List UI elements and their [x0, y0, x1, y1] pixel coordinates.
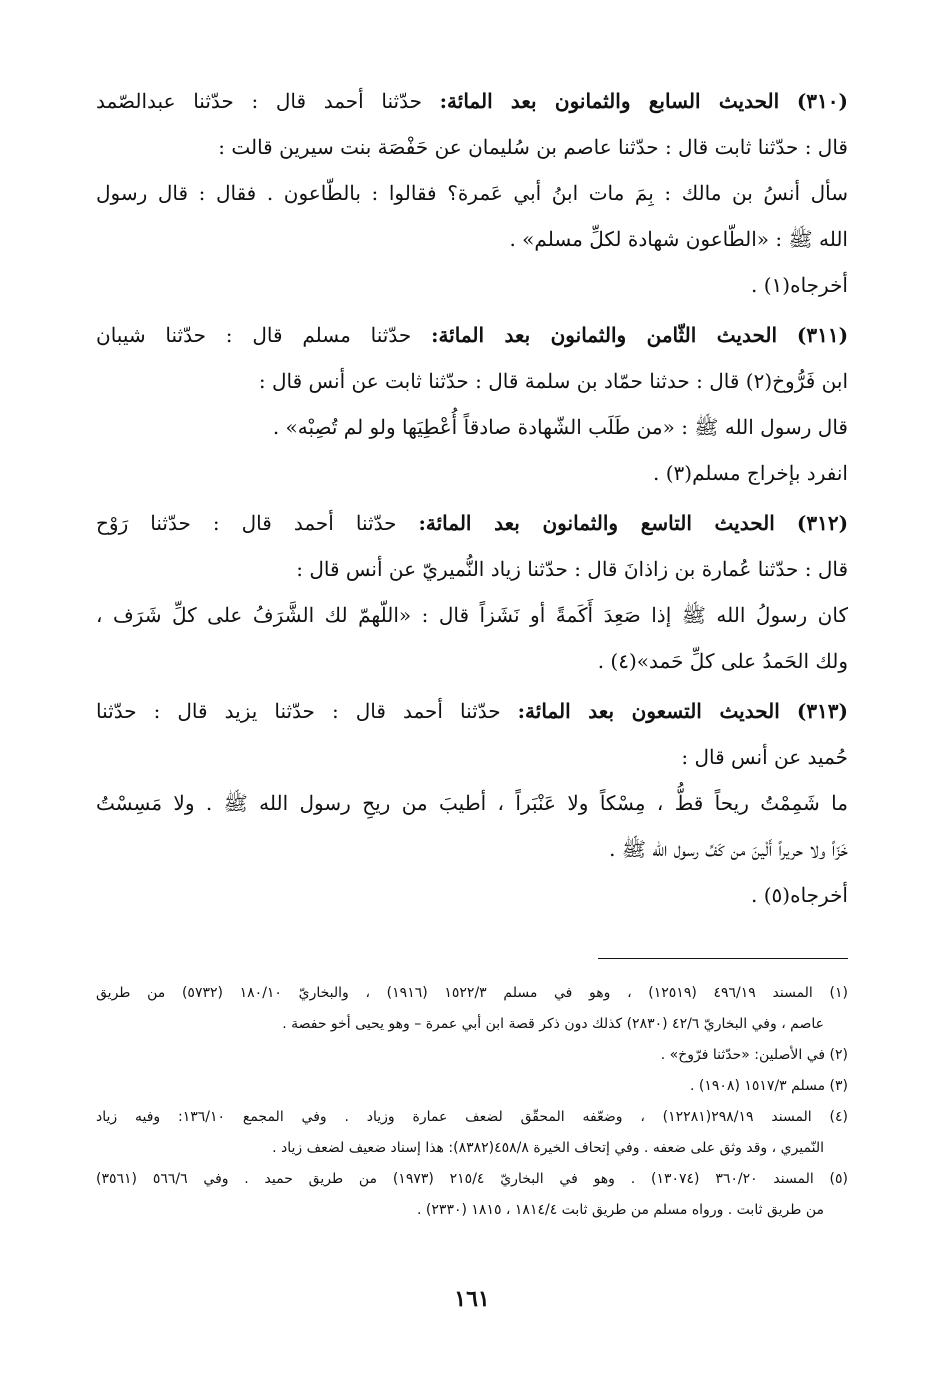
hadith-312-text-end: ولك الحَمدُ على كلِّ حَمد»(٤) . — [597, 649, 848, 673]
hadith-313-number: (٣١٣) — [796, 699, 848, 723]
footnote-line: عاصم ، وفي البخاريّ ٤٢/٦ (٢٨٣٠) كذلك دون ذكر قصة ابن أبي عمرة – وهو يحيى أخو حفصة . — [282, 1016, 824, 1032]
footnotes — [96, 978, 848, 1226]
hadith-311-heading — [96, 312, 848, 358]
hadith-313-title: الحديث التسعون بعد المائة: — [517, 699, 780, 723]
hadith-311-text: قال رسول الله ﷺ : «من طَلَب الشّهادة صادقاً أُعْطِيَها ولو لم تُصِبْه» . — [272, 415, 848, 439]
hadith-313-source: أخرجاه(٥) . — [751, 883, 848, 907]
hadith-310-isnad-start: حدّثنا أحمد قال : حدّثنا عبدالصّمد — [96, 89, 422, 113]
hadith-313-text-end: خَزّاً ولا حريراً أَلْينَ من كَفِّ رسول الله ﷺ . — [609, 837, 848, 861]
hadith-312-isnad: قال : حدّثنا عُمارة بن زاذانَ قال : حدّثنا زياد النُّميريّ عن أنس قال : — [296, 557, 848, 581]
hadith-310-number: (٣١٠) — [796, 89, 848, 113]
hadith-312-isnad-start: حدّثنا أحمد قال : حدّثنا رَوْح — [96, 511, 397, 535]
hadith-313-isnad: حُميد عن أنس قال : — [681, 745, 848, 769]
hadith-312-heading — [96, 500, 848, 546]
hadith-312-text: كان رسولُ الله ﷺ إذا صَعِدَ أَكَمةً أو نَشَزاً قال : «اللّهمّ لك الشَّرَفُ على كلِّ شَرَف ، — [96, 603, 848, 627]
hadith-311-number: (٣١١) — [796, 323, 848, 347]
main-text — [96, 74, 848, 918]
footnote-divider — [598, 958, 848, 959]
hadith-310-text-end: الله ﷺ : «الطّاعون شهادة لكلِّ مسلم» . — [509, 227, 848, 251]
footnote-line: من طريق ثابت . ورواه مسلم من طريق ثابت ١٨١٤/٤ ، ١٨١٥ (٢٣٣٠) . — [417, 1202, 824, 1218]
page-number: ١٦١ — [454, 1286, 490, 1312]
hadith-311-isnad-start: حدّثنا مسلم قال : حدّثنا شيبان — [96, 323, 412, 347]
hadith-310-title: الحديث السابع والثمانون بعد المائة: — [439, 89, 780, 113]
hadith-312-number: (٣١٢) — [796, 511, 848, 535]
hadith-310-text: سأل أنسُ بن مالك : بِمَ مات ابنُ أبي عَمرة؟ فقالوا : بالطّاعون . فقال : قال رسول — [96, 181, 848, 205]
footnote-line: النّميري ، وقد وثق على ضعفه . وفي إتحاف الخيرة ٤٥٨/٨(٨٣٨٢): هذا إسناد ضعيف لضعف زياد . — [272, 1140, 824, 1156]
hadith-312-title: الحديث التاسع والثمانون بعد المائة: — [418, 511, 775, 535]
hadith-313-isnad-start: حدّثنا أحمد قال : حدّثنا يزيد قال : حدّثنا — [96, 699, 501, 723]
hadith-311-isnad: ابن فَرُّوخ(٢) قال : حدثنا حمّاد بن سلمة قال : حدّثنا ثابت عن أنس قال : — [258, 369, 848, 393]
footnote-line: (٤) المسند ٢٩٨/١٩(١٢٢٨١) ، وضعّفه المحقّق لضعف عمارة وزياد . وفي المجمع ١٣٦/١٠: وفيه زياد — [96, 1109, 848, 1125]
footnote-line: (٥) المسند ٣٦٠/٢٠ (١٣٠٧٤) . وهو في البخاريّ ٢١٥/٤ (١٩٧٣) من طريق حميد . وفي ٥٦٦/٦ (٣٥٦١) — [96, 1171, 848, 1187]
footnote-line: (١) المسند ٤٩٦/١٩ (١٢٥١٩) ، وهو في مسلم ١٥٢٢/٣ (١٩١٦) ، والبخاريّ ١٨٠/١٠ (٥٧٣٢) من طريق — [96, 985, 848, 1001]
hadith-313-text: ما شَمِمْتُ ريحاً قطُّ ، مِسْكاً ولا عَنْبَراً ، أطيبَ من ريحِ رسول الله ﷺ . ولا مَسِسْتُ — [96, 791, 848, 815]
hadith-313-heading — [96, 688, 848, 734]
hadith-311-title: الحديث الثّامن والثمانون بعد المائة: — [431, 323, 778, 347]
hadith-310-source: أخرجاه(١) . — [751, 273, 848, 297]
footnote-line: (٣) مسلم ١٥١٧/٣ (١٩٠٨) . — [689, 1078, 848, 1094]
hadith-310-isnad: قال : حدّثنا ثابت قال : حدّثنا عاصم بن سُليمان عن حَفْصَة بنت سيرين قالت : — [218, 135, 848, 159]
hadith-311-source: انفرد بإخراج مسلم(٣) . — [653, 461, 848, 485]
footnote-line: (٢) في الأصلين: «حدّثنا فرّوخ» . — [660, 1047, 848, 1063]
hadith-310-heading — [96, 78, 848, 124]
